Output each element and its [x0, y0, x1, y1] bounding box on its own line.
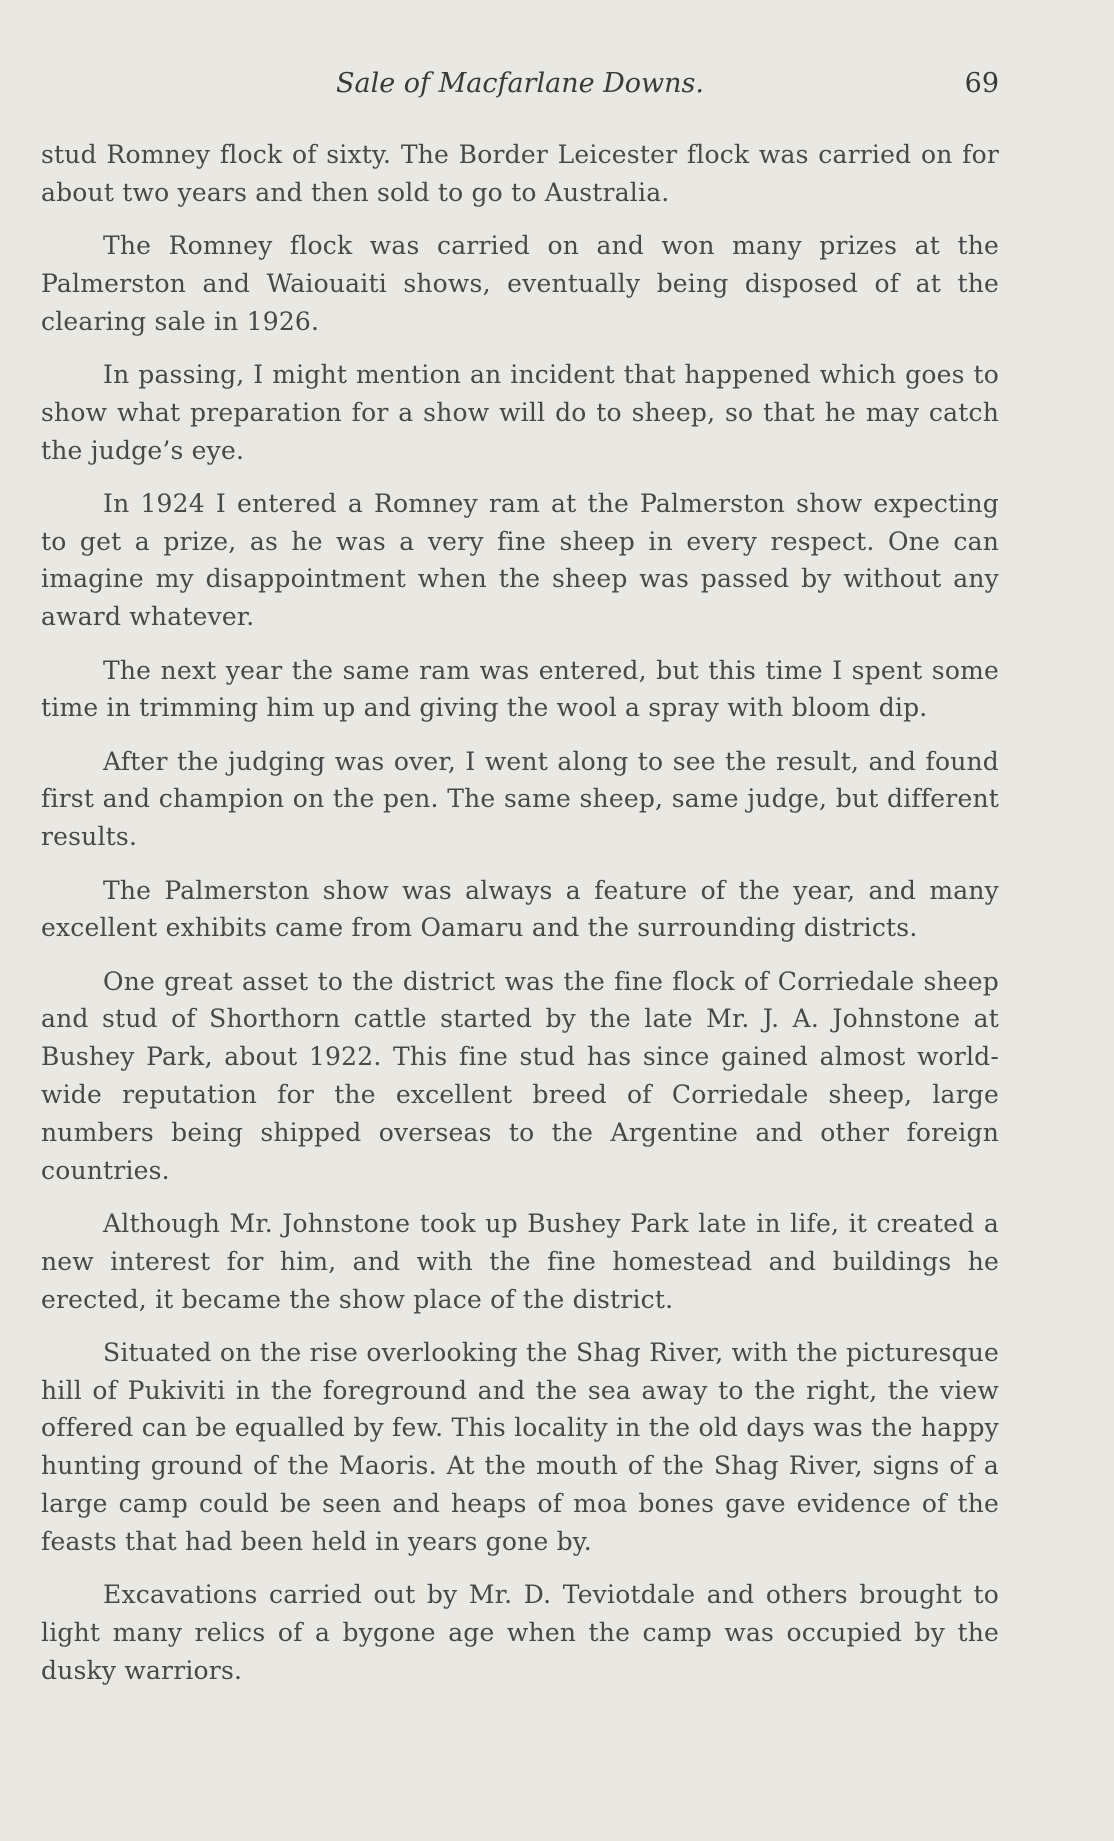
paragraph: The Palmerston show was always a feature of the year, and many excellent exhibits came from Oamaru and the surrounding districts. — [41, 875, 999, 943]
paragraph: stud Romney flock of sixty. The Border Leicester flock was carried on for about two years and then sold to go to Australia. — [41, 140, 999, 207]
body-text — [41, 136, 999, 1705]
paragraph: In passing, I might mention an incident that happened which goes to show what preparation for a show will do to sheep, so that he may catch the judge’s eye. — [41, 359, 999, 465]
page-number: 69 — [964, 68, 999, 99]
paragraph: The Romney flock was carried on and won many prizes at the Palmerston and Waiouaiti shows, eventually being disposed of at the clearing sale in 1926. — [41, 231, 999, 336]
running-title: Sale of Macfarlane Downs. — [335, 68, 704, 99]
page-header — [41, 66, 999, 106]
paragraph: One great asset to the district was the fine flock of Corriedale sheep and stud of Shorthorn cattle started by the late Mr. J. A. Johnstone at Bushey Park, about 1922. This fine stud has since gained almost world-wide reputation for the excellent breed of Corriedale sheep, large numbers being shipped overseas to the Argentine and other foreign countries. — [41, 966, 999, 1185]
paragraph: The next year the same ram was entered, but this time I spent some time in trimming him up and giving the wool a spray with bloom dip. — [41, 655, 999, 723]
paragraph: Excavations carried out by Mr. D. Teviotdale and others brought to light many relics of a bygone age when the camp was occupied by the dusky warriors. — [41, 1580, 999, 1685]
paragraph: Although Mr. Johnstone took up Bushey Park late in life, it created a new interest for him, and with the fine homestead and buildings he erected, it became the show place of the district. — [41, 1208, 999, 1314]
paragraph: In 1924 I entered a Romney ram at the Palmerston show expecting to get a prize, as he was a very fine sheep in every respect. One can imagine my disappointment when the sheep was passed by without any award whatever. — [41, 488, 999, 632]
paragraph: After the judging was over, I went along to see the result, and found first and champion on the pen. The same sheep, same judge, but different results. — [41, 746, 999, 852]
paragraph: Situated on the rise overlooking the Shag River, with the picturesque hill of Pukiviti in the foreground and the sea away to the right, the view offered can be equalled by few. This locality in the old days was the happy hunting ground of the Maoris. At the mouth of the Shag River, signs of a large camp could be seen and heaps of moa bones gave evidence of the feasts that had been held in years gone by. — [41, 1337, 999, 1556]
